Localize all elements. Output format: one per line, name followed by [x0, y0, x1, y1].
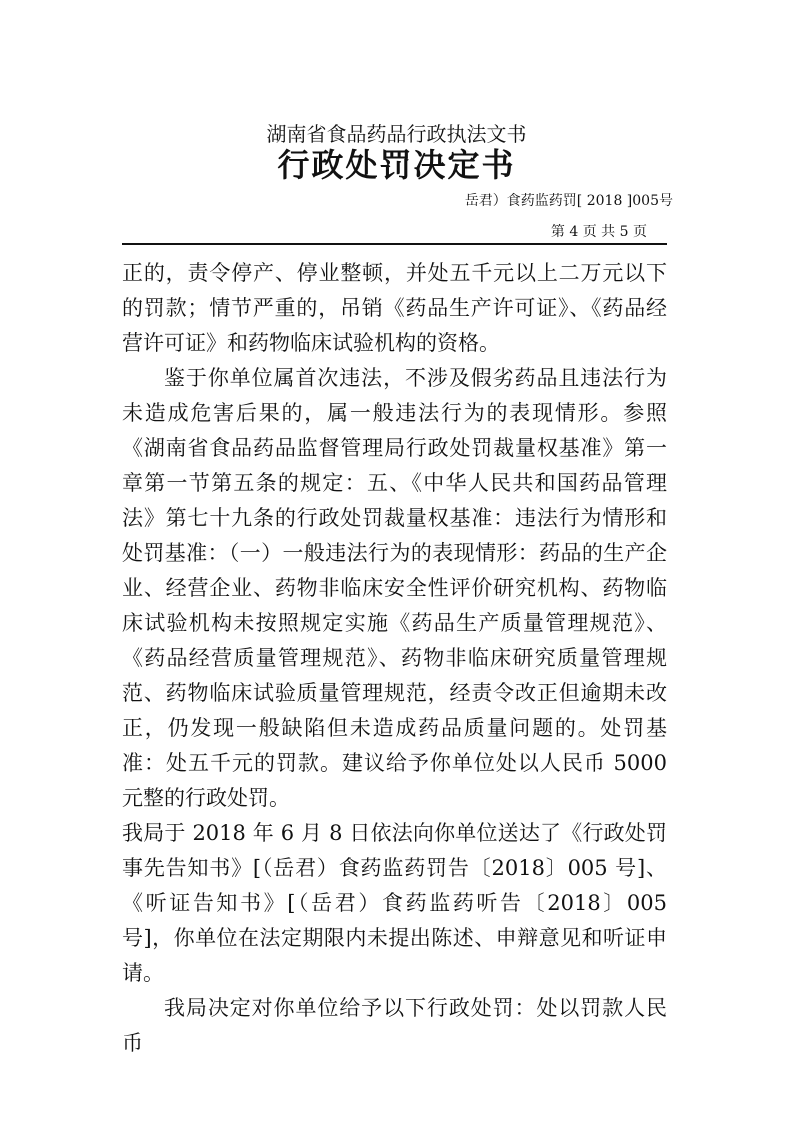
issuing-authority-title: 湖南省食品药品行政执法文书 — [266, 122, 527, 146]
header-divider — [122, 243, 667, 245]
body-paragraph: 我局于 2018 年 6 月 8 日依法向你单位送达了《行政处罚事先告知书》[（岳君）食药监药罚告〔2018〕005 号]、《听证告知书》[（岳君）食药监药听告〔2018〕005 号]，你单位在法定期限内未提出陈述、申辩意见和听证申请。 — [122, 821, 667, 985]
body-paragraph: 正的，责令停产、停业整顿，并处五千元以上二万元以下的罚款；情节严重的，吊销《药品生产许可证》、《药品经营许可证》和药物临床试验机构的资格。 — [122, 261, 667, 355]
document-title: 行政处罚决定书 — [277, 146, 516, 184]
document-number: 岳君）食药监药罚[ 2018 ]005号 — [464, 193, 673, 209]
document-body — [122, 256, 667, 1061]
body-paragraph: 我局决定对你单位给予以下行政处罚：处以罚款人民币 — [122, 996, 667, 1055]
page-counter: 第 4 页 共 5 页 — [550, 224, 647, 240]
body-paragraph: 鉴于你单位属首次违法，不涉及假劣药品且违法行为未造成危害后果的，属一般违法行为的表现情形。参照《湖南省食品药品监督管理局行政处罚裁量权基准》第一章第一节第五条的规定：五、《中华人民共和国药品管理法》第七十九条的行政处罚裁量权基准：违法行为情形和处罚基准：（一）一般违法行为的表现情形：药品的生产企业、经营企业、药物非临床安全性评价研究机构、药物临床试验机构未按照规定实施《药品生产质量管理规范》、《药品经营质量管理规范》、药物非临床研究质量管理规范、药物临床试验质量管理规范，经责令改正但逾期未改正，仍发现一般缺陷但未造成药品质量问题的。处罚基准：处五千元的罚款。建议给予你单位处以人民币 5000 元整的行政处罚。 — [122, 366, 667, 810]
